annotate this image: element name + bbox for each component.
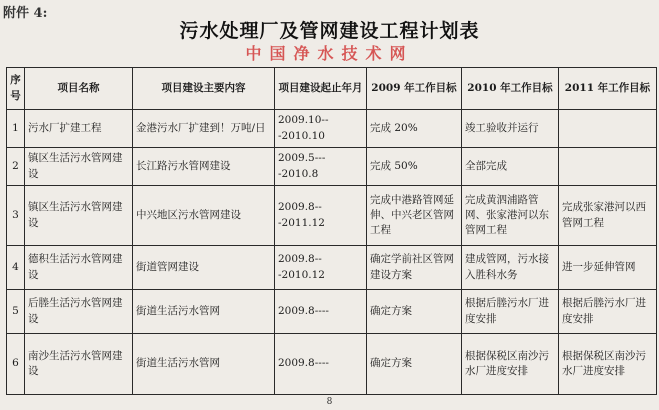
- cell-goal-2010: 完成黄泗浦路管网、张家港河以东管网工程: [462, 186, 559, 246]
- cell-goal-2010: 全部完成: [462, 148, 559, 186]
- column-header-goal-2009: 2009 年工作目标: [367, 68, 462, 110]
- cell-content: 金港污水厂扩建到！万吨/日: [133, 110, 275, 148]
- cell-period: 2009.10---2010.10: [275, 110, 367, 148]
- cell-goal-2010: 根据后塍污水厂进度安排: [462, 290, 559, 334]
- cell-goal-2011: [559, 148, 657, 186]
- cell-content: 街道管网建设: [133, 246, 275, 290]
- cell-no: 5: [7, 290, 25, 334]
- table-row: [7, 246, 657, 290]
- cell-name: 南沙生活污水管网建设: [25, 334, 133, 395]
- cell-name: 德积生活污水管网建设: [25, 246, 133, 290]
- cell-no: 4: [7, 246, 25, 290]
- cell-period: 2009.8---2011.12: [275, 186, 367, 246]
- cell-no: 2: [7, 148, 25, 186]
- column-header-period: 项目建设起止年月: [275, 68, 367, 110]
- cell-content: 长江路污水管网建设: [133, 148, 275, 186]
- attachment-label: 附件 4:: [3, 6, 48, 21]
- cell-content: 中兴地区污水管网建设: [133, 186, 275, 246]
- table-row: [7, 148, 657, 186]
- cell-goal-2010: 建成管网，污水接入胜科水务: [462, 246, 559, 290]
- cell-no: 3: [7, 186, 25, 246]
- cell-goal-2011: 根据保税区南沙污水厂进度安排: [559, 334, 657, 395]
- cell-period: 2009.8---2010.12: [275, 246, 367, 290]
- cell-goal-2011: 根据后塍污水厂进度安排: [559, 290, 657, 334]
- cell-goal-2009: 完成 20%: [367, 110, 462, 148]
- cell-goal-2009: 完成 50%: [367, 148, 462, 186]
- cell-goal-2011: [559, 110, 657, 148]
- cell-period: 2009.8----: [275, 290, 367, 334]
- cell-goal-2011: 完成张家港河以西管网工程: [559, 186, 657, 246]
- plan-table: [6, 67, 657, 395]
- cell-content: 街道生活污水管网: [133, 290, 275, 334]
- cell-content: 街道生活污水管网: [133, 334, 275, 395]
- table-row: [7, 334, 657, 395]
- column-header-content: 项目建设主要内容: [133, 68, 275, 110]
- cell-goal-2010: 竣工验收并运行: [462, 110, 559, 148]
- cell-name: 镇区生活污水管网建设: [25, 186, 133, 246]
- column-header-no: 序号: [7, 68, 25, 110]
- table-row: [7, 290, 657, 334]
- cell-name: 后塍生活污水管网建设: [25, 290, 133, 334]
- cell-goal-2009: 确定方案: [367, 334, 462, 395]
- cell-goal-2009: 完成中港路管网延伸、中兴老区管网工程: [367, 186, 462, 246]
- table-header-row: [7, 68, 657, 110]
- cell-no: 1: [7, 110, 25, 148]
- column-header-goal-2011: 2011 年工作目标: [559, 68, 657, 110]
- cell-name: 镇区生活污水管网建设: [25, 148, 133, 186]
- cell-goal-2009: 确定方案: [367, 290, 462, 334]
- page-number: 8: [326, 397, 333, 407]
- cell-goal-2011: 进一步延伸管网: [559, 246, 657, 290]
- table-row: [7, 110, 657, 148]
- cell-period: 2009.8----: [275, 334, 367, 395]
- watermark-text: 中国净水技术网: [245, 44, 414, 63]
- table-row: [7, 186, 657, 246]
- cell-no: 6: [7, 334, 25, 395]
- column-header-goal-2010: 2010 年工作目标: [462, 68, 559, 110]
- page-title: 污水处理厂及管网建设工程计划表: [179, 20, 480, 42]
- cell-period: 2009.5----2010.8: [275, 148, 367, 186]
- column-header-name: 项目名称: [25, 68, 133, 110]
- cell-goal-2009: 确定学前社区管网建设方案: [367, 246, 462, 290]
- cell-goal-2010: 根据保税区南沙污水厂进度安排: [462, 334, 559, 395]
- cell-name: 污水厂扩建工程: [25, 110, 133, 148]
